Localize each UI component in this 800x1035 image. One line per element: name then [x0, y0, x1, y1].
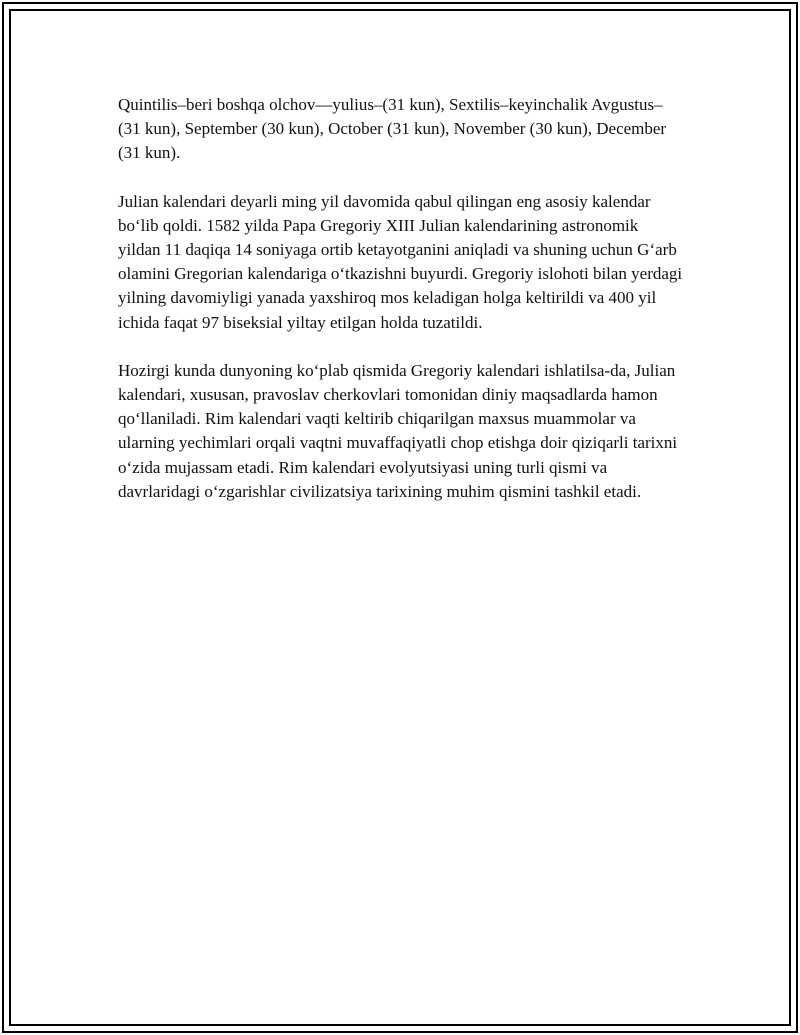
- paragraph-julian-gregorian-reform: Julian kalendari deyarli ming yil davomida qabul qilingan eng asosiy kalendar bo‘lib qoldi. 1582 yilda Papa Gregoriy XIII Julian kalendarining astronomik yildan 11 daqiqa 14 soniyaga ortib ketayotganini aniqladi va shuning uchun G‘arb olamini Gregorian kalendariga o‘tkazishni buyurdi. Gregoriy islohoti bilan yerdagi yilning davomiyligi yanada yaxshiroq mos keladigan holga keltirildi va 400 yil ichida faqat 97 biseksial yiltay etilgan holda tuzatildi.: [118, 191, 683, 332]
- document-body: [118, 93, 683, 528]
- paragraph-month-list: Quintilis–beri boshqa olchov—yulius–(31 kun), Sextilis–keyinchalik Avgustus–(31 kun), September (30 kun), October (31 kun), November (30 kun), December (31 kun).: [118, 95, 667, 163]
- paragraph-modern-usage: Hozirgi kunda dunyoning ko‘plab qismida Gregoriy kalendari ishlatilsa-da, Julian kalendari, xususan, pravoslav cherkovlari tomonidan diniy maqsadlarda hamon qo‘llaniladi. Rim kalendari vaqti keltirib chiqarilgan maxsus muammolar va ularning yechimlari orqali vaqtni muvaffaqiyatli chop etishga doir qiziqarli tarixni o‘zida mujassam etadi. Rim kalendari evolyutsiyasi uning turli qismi va davrlaridagi o‘zgarishlar civilizatsiya tarixining muhim qismini tashkil etadi.: [118, 360, 678, 501]
